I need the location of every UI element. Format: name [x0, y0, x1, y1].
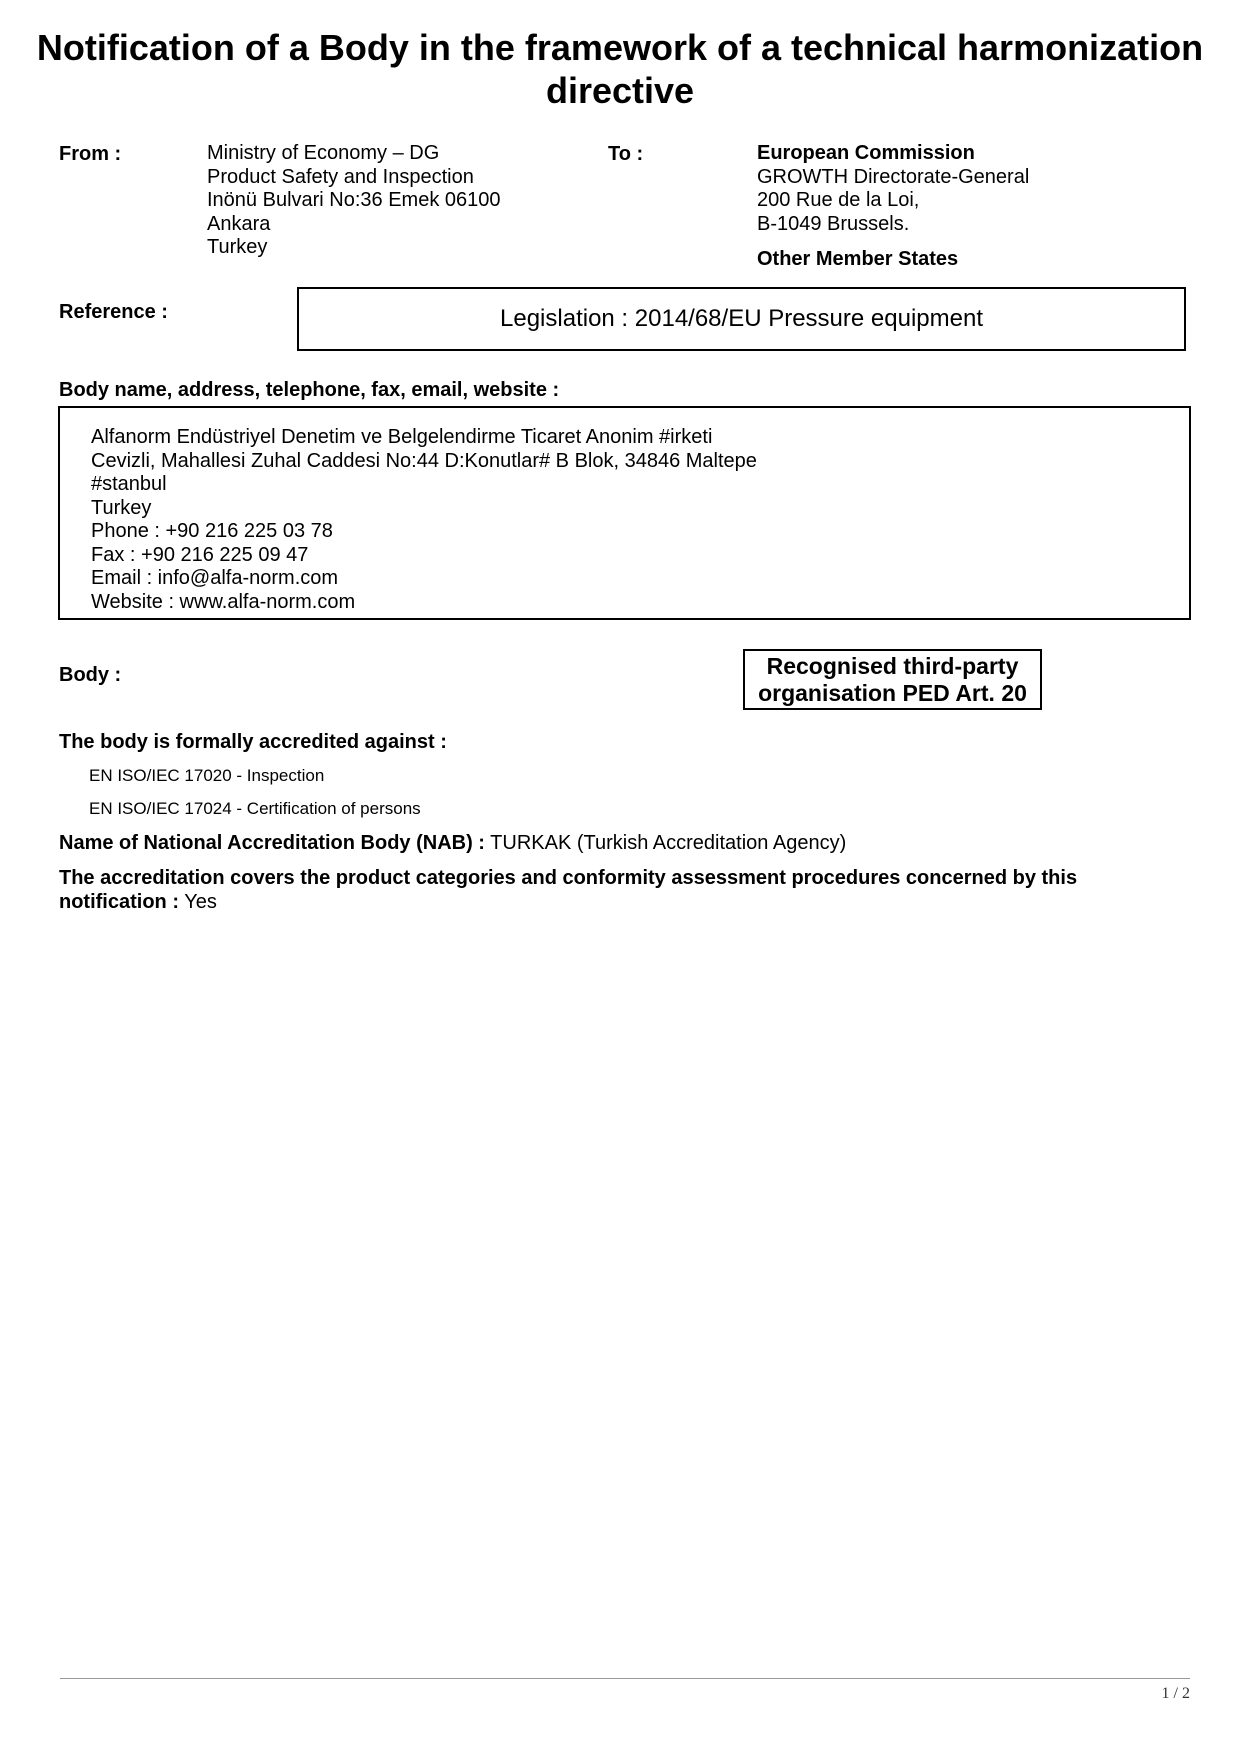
from-line: Ankara: [207, 212, 271, 235]
page-number: 1 / 2: [1161, 1685, 1190, 1702]
body-label: Body :: [59, 664, 122, 686]
accreditation-standard: EN ISO/IEC 17024 - Certification of persons: [89, 799, 421, 818]
body-details-box: [58, 406, 1191, 620]
footer-divider: [60, 1678, 1190, 1679]
from-line: Turkey: [207, 236, 268, 258]
reference-box: [297, 287, 1186, 351]
body-type-line: organisation PED Art. 20: [758, 680, 1027, 706]
other-member-states: Other Member States: [757, 248, 959, 270]
nab-line: [59, 832, 846, 856]
coverage-value: Yes: [184, 890, 217, 913]
body-detail-line: Cevizli, Mahallesi Zuhal Caddesi No:44 D:Konutlar# B Blok, 34846 Maltepe: [91, 449, 757, 472]
to-address: [757, 142, 1029, 236]
document-title: Notification of a Body in the framework of a technical harmonization directive: [36, 27, 1204, 111]
accreditation-label: The body is formally accredited against :: [59, 731, 447, 753]
body-detail-line: #stanbul: [91, 473, 167, 495]
from-line: Inönü Bulvari No:36 Emek 06100: [207, 189, 501, 211]
to-label: To :: [608, 143, 644, 165]
coverage-label-line: notification :: [59, 890, 179, 913]
nab-value: TURKAK (Turkish Accreditation Agency): [490, 832, 847, 854]
to-line: B-1049 Brussels.: [757, 212, 910, 235]
body-detail-line: Fax : +90 216 225 09 47: [91, 543, 309, 566]
from-line: Ministry of Economy – DG: [207, 142, 440, 164]
nab-label: Name of National Accreditation Body (NAB) :: [59, 832, 485, 854]
body-detail-line: Alfanorm Endüstriyel Denetim ve Belgelendirme Ticaret Anonim #irketi: [91, 426, 713, 448]
body-details-label: Body name, address, telephone, fax, email, website :: [59, 379, 560, 401]
reference-label: Reference :: [59, 301, 168, 323]
body-type-line: Recognised third-party: [766, 653, 1019, 679]
body-detail-line: Phone : +90 216 225 03 78: [91, 520, 333, 542]
body-detail-line: Turkey: [91, 496, 152, 519]
to-line: 200 Rue de la Loi,: [757, 189, 920, 211]
legislation-text: Legislation : 2014/68/EU Pressure equipment: [500, 305, 983, 332]
from-line: Product Safety and Inspection: [207, 165, 474, 188]
coverage-statement: [59, 867, 1199, 914]
body-type-box: [743, 649, 1042, 710]
body-detail-line: Email : info@alfa-norm.com: [91, 567, 339, 589]
to-line: GROWTH Directorate-General: [757, 165, 1030, 188]
from-label: From :: [59, 143, 122, 165]
accreditation-standard: EN ISO/IEC 17020 - Inspection: [89, 766, 325, 785]
body-detail-line: Website : www.alfa-norm.com: [91, 590, 356, 613]
from-address: [207, 142, 501, 260]
coverage-label-line: The accreditation covers the product categories and conformity assessment procedures concerned by this: [59, 867, 1078, 889]
to-recipient-name: European Commission: [757, 142, 975, 164]
